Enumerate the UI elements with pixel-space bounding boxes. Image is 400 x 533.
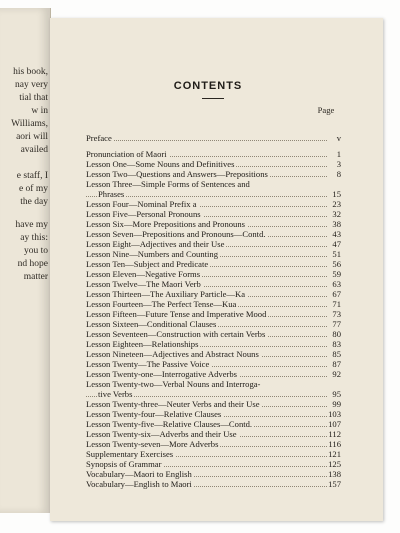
toc-entry-page: 121 [328, 449, 341, 459]
toc-entry-title: Lesson Eleven—Negative Forms [86, 269, 201, 279]
toc-entry-title: Lesson Twenty-seven—More Adverbs [86, 439, 219, 449]
toc-entry-page: 3 [327, 160, 341, 170]
toc-entry-page: 38 [327, 220, 341, 230]
left-page-text: Williams, [11, 119, 48, 129]
toc-entry-title: Lesson Nine—Numbers and Counting [86, 249, 218, 259]
toc-entry-page: 116 [328, 439, 341, 449]
toc-entry-page: 99 [327, 400, 341, 410]
toc-entry-title: Lesson Twenty-two—Verbal Nouns and Interroga- [86, 379, 261, 389]
left-page-text: w in [31, 106, 48, 116]
toc-entry-title: Lesson Twenty-six—Adverbs and their Use [86, 429, 237, 439]
toc-entry-title: Lesson Twenty-three—Neuter Verbs and their Use [86, 399, 260, 409]
toc-entry-title: Lesson Seventeen—Construction with certain Verbs [86, 329, 266, 339]
left-page-text: his book, [13, 67, 48, 77]
contents-heading: CONTENTS [173, 80, 243, 92]
toc-entry-page: 80 [327, 330, 341, 340]
toc-entry-title: Lesson Four—Nominal Prefix a [86, 199, 197, 209]
toc-entry-page: 83 [327, 340, 341, 350]
toc-entry-title: Lesson Twelve—The Maori Verb [86, 279, 201, 289]
toc-entry-title: Lesson Seven—Prepositions and Pronouns—Contd. [86, 229, 266, 239]
toc-entry-title: Vocabulary—Maori to English [86, 469, 192, 479]
toc-entry-title: Lesson Nineteen—Adjectives and Abstract Nouns [86, 349, 259, 359]
heading-divider [202, 98, 224, 99]
left-page-text: availed [20, 145, 48, 155]
toc-entry-page: 8 [327, 170, 341, 180]
toc-entry-title: Lesson Two—Questions and Answers—Prepositions [86, 169, 268, 179]
toc-entry [86, 134, 341, 144]
toc-entry-title: Vocabulary—English to Maori [86, 479, 192, 489]
toc-entry-page: 125 [328, 459, 341, 469]
toc-entry-page: 157 [328, 479, 341, 489]
toc-entry-page: 71 [327, 300, 341, 310]
left-page-text: ay this: [20, 233, 48, 243]
toc-entry-page: 107 [328, 419, 341, 429]
toc-entry-title: Lesson Twenty-one—Interrogative Adverbs [86, 369, 238, 379]
toc-entry-title: Lesson Thirteen—The Auxiliary Particle—Ka [86, 289, 246, 299]
toc-entry-page: 59 [327, 270, 341, 280]
toc-entry-page: 32 [327, 210, 341, 220]
toc-entry-title: Preface [86, 133, 112, 143]
contents-page [50, 18, 383, 521]
toc-entry-page: 43 [327, 230, 341, 240]
left-page-text: matter [23, 272, 48, 282]
page-column-label: Page [317, 105, 335, 115]
toc-entry-page: 23 [327, 200, 341, 210]
toc-entry-page: v [327, 134, 341, 144]
left-page-text: tial that [19, 93, 48, 103]
toc-entry-title: Supplementary Exercises [86, 449, 174, 459]
left-page-text: e staff, I [16, 171, 48, 181]
toc-entry-title: Synopsis of Grammar [86, 459, 162, 469]
toc-entry-title: Lesson Three—Simple Forms of Sentences and [86, 179, 250, 189]
left-page-text: have my [15, 220, 48, 230]
left-page [0, 8, 51, 513]
left-page-text: the day [20, 197, 48, 207]
toc-entry-page: 51 [327, 250, 341, 260]
toc-entry-page: 47 [327, 240, 341, 250]
toc-entry-title: Lesson Twenty-four—Relative Clauses [86, 409, 222, 419]
toc-entry-page: 87 [327, 360, 341, 370]
toc-entry-title: Lesson Five—Personal Pronouns [86, 209, 201, 219]
toc-entry-page: 77 [327, 320, 341, 330]
toc-entry-title: Lesson Fifteen—Future Tense and Imperative Mood [86, 309, 267, 319]
toc-entry-title: Lesson Fourteen—The Perfect Tense—Kua [86, 299, 237, 309]
toc-entry-title: Lesson Eight—Adjectives and their Use [86, 239, 225, 249]
toc-entry-page: 63 [327, 280, 341, 290]
toc-entry-title: Lesson Twenty-five—Relative Clauses—Contd. [86, 419, 253, 429]
left-page-text: aori will [16, 132, 48, 142]
toc-entry-page: 85 [327, 350, 341, 360]
toc-entry-page: 67 [327, 290, 341, 300]
toc-entry-page: 56 [327, 260, 341, 270]
toc-entry-title: Lesson Six—More Prepositions and Pronouns [86, 219, 245, 229]
toc-entry-page: 1 [327, 150, 341, 160]
toc-entry-title: Phrases [98, 189, 125, 199]
toc-entry-title: Lesson Twenty—The Passive Voice [86, 359, 210, 369]
toc-entry [86, 480, 341, 490]
toc-entry-page: 112 [328, 429, 341, 439]
toc-entry-title: Lesson Sixteen—Conditional Clauses [86, 319, 217, 329]
toc-entry-title: tive Verbs [98, 389, 133, 399]
toc-entry-page: 103 [328, 409, 341, 419]
toc-entry-page: 73 [327, 310, 341, 320]
left-page-text: nd hope [17, 259, 48, 269]
left-page-text: e of my [18, 184, 48, 194]
toc-entry-page: 138 [328, 469, 341, 479]
toc-entry-title: Lesson Ten—Subject and Predicate [86, 259, 209, 269]
toc-entry-title: Pronunciation of Maori [86, 149, 167, 159]
toc-entry-page: 92 [327, 370, 341, 380]
toc-entry-title: Lesson One—Some Nouns and Definitives [86, 159, 235, 169]
toc-entry-title: Lesson Eighteen—Relationships [86, 339, 199, 349]
toc-entry [86, 180, 341, 190]
toc-entry-page: 95 [327, 390, 341, 400]
left-page-text: you to [23, 246, 48, 256]
toc-entry-page: 15 [327, 190, 341, 200]
dot-leader [86, 140, 327, 141]
left-page-text: nay very [15, 80, 48, 90]
